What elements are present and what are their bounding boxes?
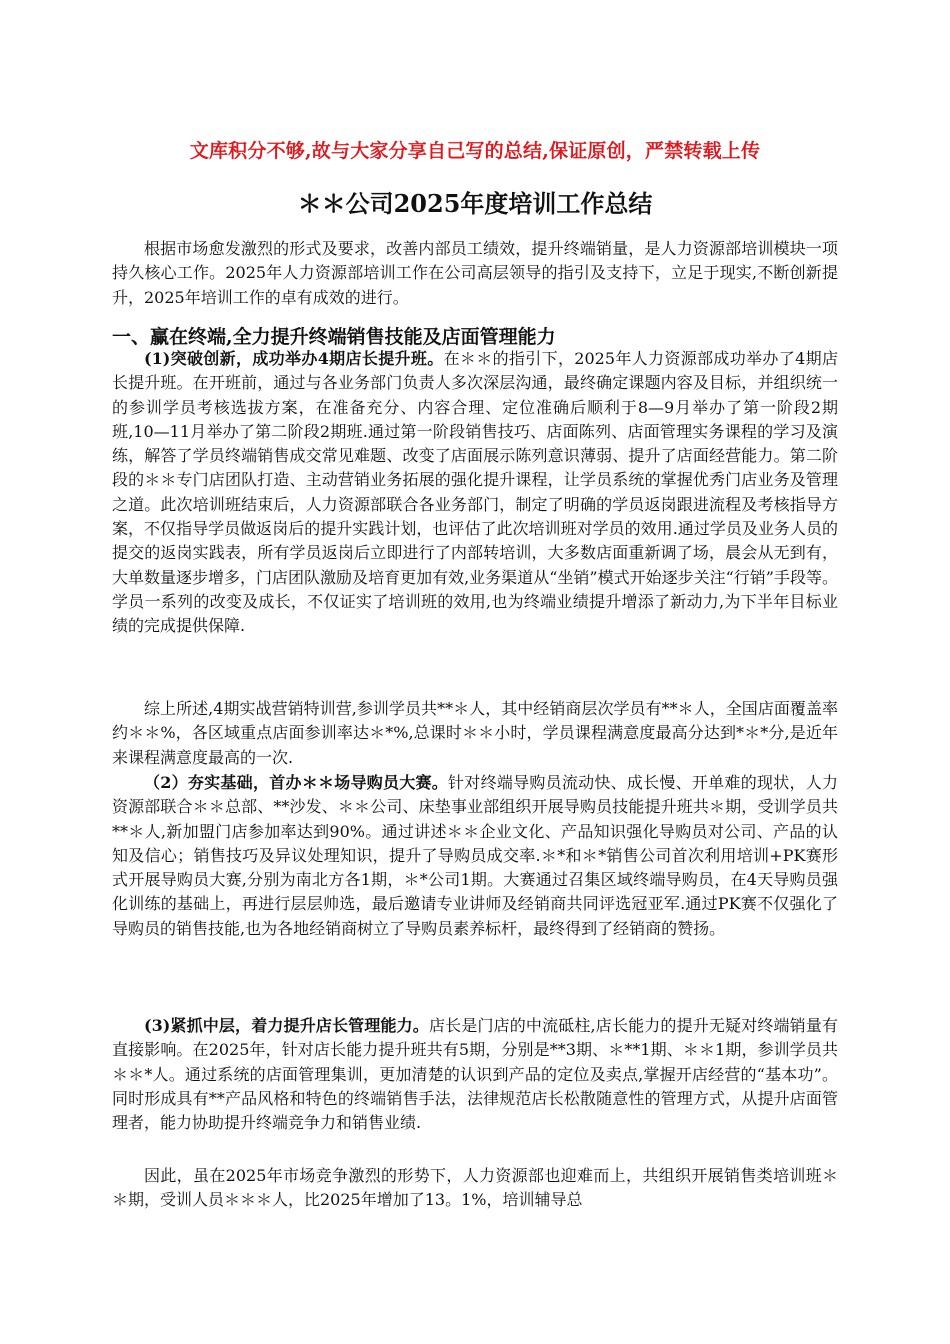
intro-paragraph: 根据市场愈发激烈的形式及要求，改善内部员工绩效，提升终端销量，是人力资源部培训模块一项持久核心工作。2025年人力资源部培训工作在公司高层领导的指引及支持下，立足于现实,不断创新提升，2025年培训工作的卓有成效的进行。 (112, 239, 838, 307)
item-2-lead: （2）夯实基础，首办＊＊场导购员大赛。 (144, 773, 449, 792)
item-3-text: 店长是门店的中流砥柱,店长能力的提升无疑对终端销量有直接影响。在2025年，针对店长能力提升班共有5期，分别是**3期、＊**1期、＊＊1期，参训学员共＊＊*人。通过系统的店面管理集训，更加清楚的认识到产品的定位及卖点,掌握开店经营的“基本功”。同时形成具有**产品风格和特色的终端销售手法，法律规范店长松散随意性的管理方式，从提升店面管理者，能力协助提升终端竞争力和销售业绩. (112, 1016, 838, 1133)
item-1-text: 在＊＊的指引下，2025年人力资源部成功举办了4期店长提升班。在开班前，通过与各业务部门负责人多次深层沟通，最终确定课题内容及目标，并组织统一的参训学员考核选拔方案，在准备充分、内容合理、定位准确后顺利于8—9月举办了第一阶段2期班,10—11月举办了第二阶段2期班.通过第一阶段销售技巧、店面陈列、店面管理实务课程的学习及演练，解答了学员终端销售成交常见难题、改变了店面展示陈列意识薄弱、提升了店面经营能力。第二阶段的＊＊专门店团队打造、主动营销业务拓展的强化提升课程，让学员系统的掌握优秀门店业务及管理之道。此次培训班结束后，人力资源部联合各业务部门，制定了明确的学员返岗跟进流程及考核指导方案，不仅指导学员做返岗后的提升实践计划，也评估了此次培训班对学员的效用.通过学员及业务人员的提交的返岗实践表，所有学员返岗后立即进行了内部转培训，大多数店面重新调了场，晨会从无到有，大单数量逐步增多，门店团队激励及培育更加有效,业务渠道从“坐销”模式开始逐步关注“行销”手段等。学员一系列的改变及成长，不仅证实了培训班的效用,也为终端业绩提升增添了新动力,为下半年目标业绩的完成提供保障. (112, 349, 838, 636)
conclusion-paragraph: 因此，虽在2025年市场竞争激烈的形势下，人力资源部也迎难而上，共组织开展销售类培训班＊＊期，受训人员＊＊＊人，比2025年增加了13。1%，培训辅导总 (112, 1166, 838, 1210)
section-heading: 一、赢在终端,全力提升终端销售技能及店面管理能力 (112, 326, 556, 348)
paragraph-item-3 (112, 1014, 838, 1135)
item-2-text: 针对终端导购员流动快、成长慢、开单难的现状，人力资源部联合＊＊总部、**沙发、＊＊公司、床垫事业部组织开展导购员技能提升班共＊期，受训学员共**＊人,新加盟门店参加率达到90%。通过讲述＊＊企业文化、产品知识强化导购员对公司、产品的认知及信心；销售技巧及异议处理知识，提升了导购员成交率.＊*和＊*销售公司首次利用培训+PK赛形式开展导购员大赛,分别为南北方各1期，＊*公司1期。大赛通过召集区域终端导购员，在4天导购员强化训练的基础上，再进行层层帅选，最后邀请专业讲师及经销商共同评选冠亚军.通过PK赛不仅强化了导购员的销售技能,也为各地经销商树立了导购员素养标杆，最终得到了经销商的赞扬。 (112, 773, 838, 938)
copyright-notice: 文库积分不够,故与大家分享自己写的总结,保证原创，严禁转载上传 (189, 140, 761, 162)
item-1-lead: (1)突破创新，成功举办4期店长提升班。 (144, 349, 444, 368)
item-3-lead: (3)紧抓中层，着力提升店长管理能力。 (144, 1016, 429, 1035)
paragraph-item-2 (112, 771, 838, 941)
document-title: ＊＊公司2025年度培训工作总结 (297, 189, 653, 218)
paragraph-item-1 (112, 347, 838, 639)
summary-paragraph: 综上所述,4期实战营销特训营,参训学员共**＊人，其中经销商层次学员有**＊人，全国店面覆盖率约＊＊%，各区域重点店面参训率达＊*%,总课时＊＊小时，学员课程满意度最高分达到*＊*分,是近年来课程满意度最高的一次. (112, 699, 838, 767)
